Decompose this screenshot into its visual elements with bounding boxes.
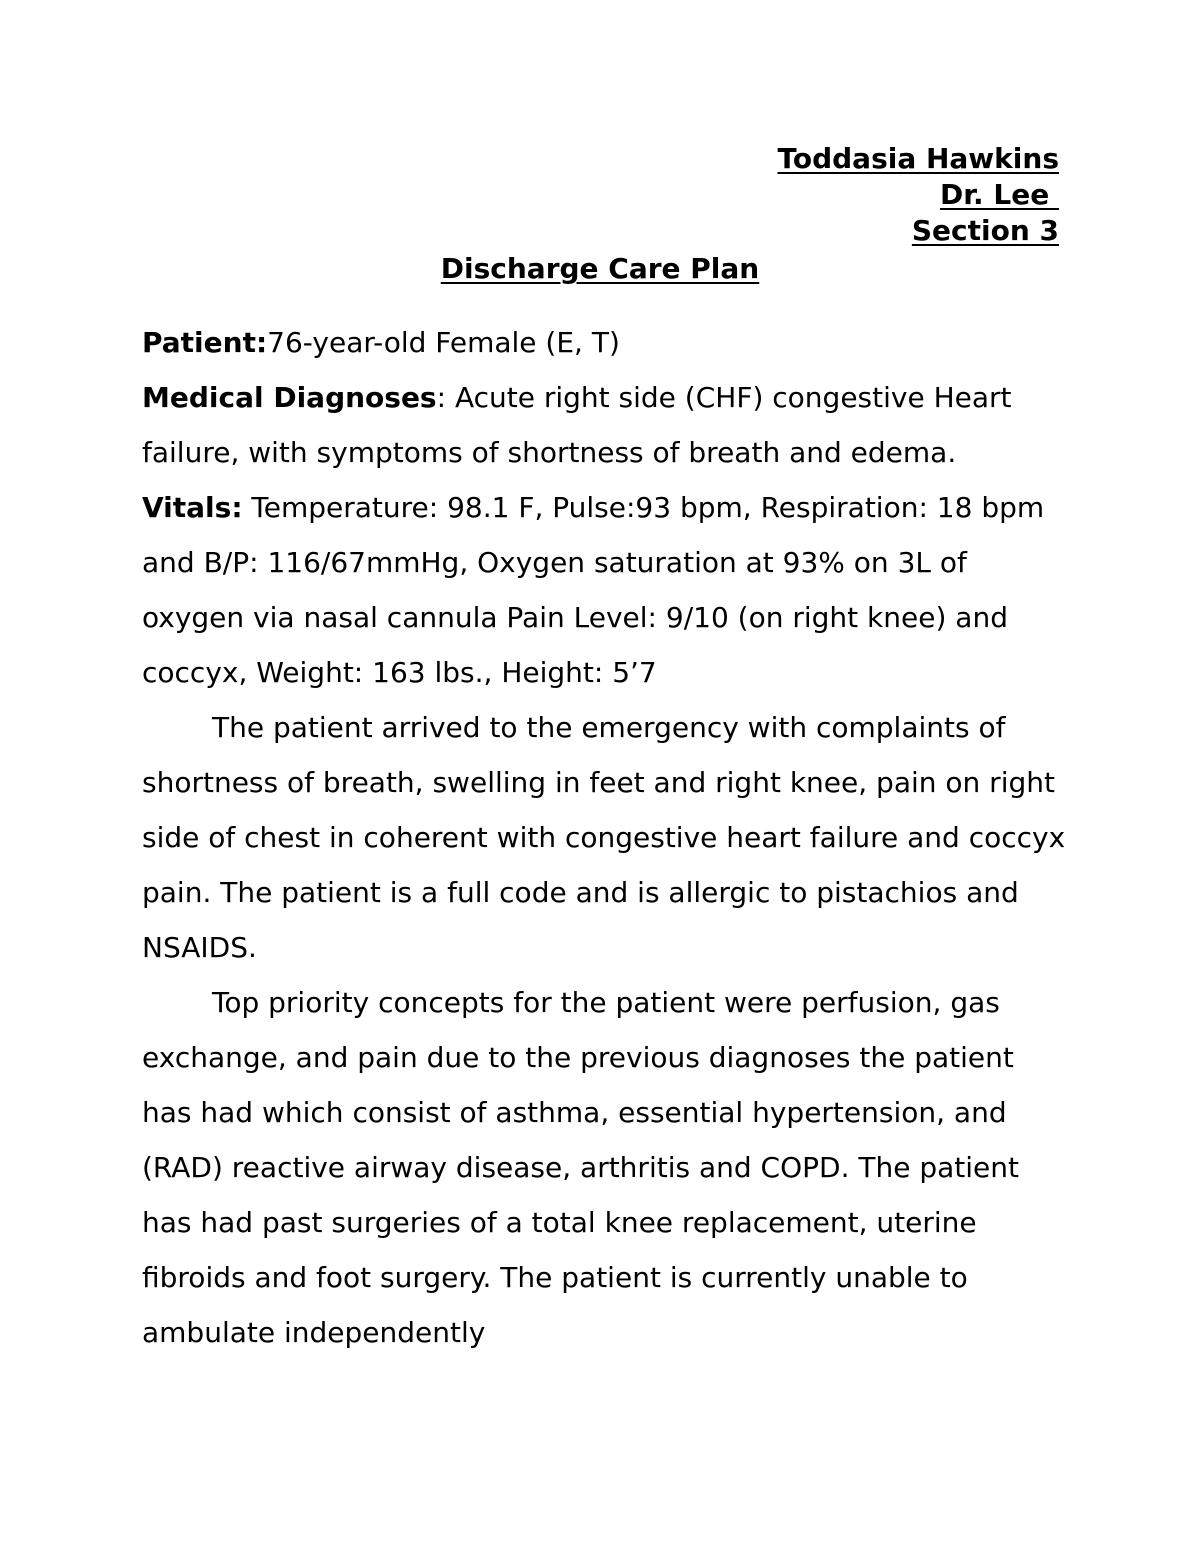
diagnoses-line bbox=[142, 370, 1072, 480]
student-name: Toddasia Hawkins bbox=[777, 142, 1059, 175]
diagnoses-label: Medical Diagnoses bbox=[142, 381, 437, 414]
section-label: Section 3 bbox=[911, 214, 1059, 247]
patient-value: 76-year-old Female (E, T) bbox=[267, 326, 620, 359]
patient-label: Patient: bbox=[142, 326, 268, 359]
body-paragraph: The patient arrived to the emergency with complaints of shortness of breath, swelling in feet and right knee, pain on right side of chest in coherent with congestive heart failure and coccyx pain. The patient is a full code and is allergic to pistachios and NSAIDS. bbox=[142, 711, 1066, 964]
document-title: Discharge Care Plan bbox=[440, 252, 760, 285]
instructor-name: Dr. Lee bbox=[939, 178, 1059, 211]
patient-line bbox=[142, 315, 1072, 370]
diagnoses-value: : Acute right side (CHF) congestive Heart failure, with symptoms of shortness of breath and edema. bbox=[142, 381, 1012, 469]
vitals-label: Vitals: bbox=[142, 491, 243, 524]
header-block bbox=[777, 141, 1059, 249]
document-body bbox=[142, 315, 1072, 1360]
vitals-value: Temperature: 98.1 F, Pulse:93 bpm, Respiration: 18 bpm and B/P: 116/67mmHg, Oxygen saturation at 93% on 3L of oxygen via nasal cannula Pain Level: 9/10 (on right knee) and coccyx, Weight: 163 lbs., Height: 5’7 bbox=[142, 491, 1054, 689]
vitals-line bbox=[142, 480, 1072, 700]
body-paragraph: Top priority concepts for the patient were perfusion, gas exchange, and pain due to the previous diagnoses the patient has had which consist of asthma, essential hypertension, and (RAD) reactive airway disease, arthritis and COPD. The patient has had past surgeries of a total knee replacement, uterine fibroids and foot surgery. The patient is currently unable to ambulate independently bbox=[142, 986, 1019, 1349]
